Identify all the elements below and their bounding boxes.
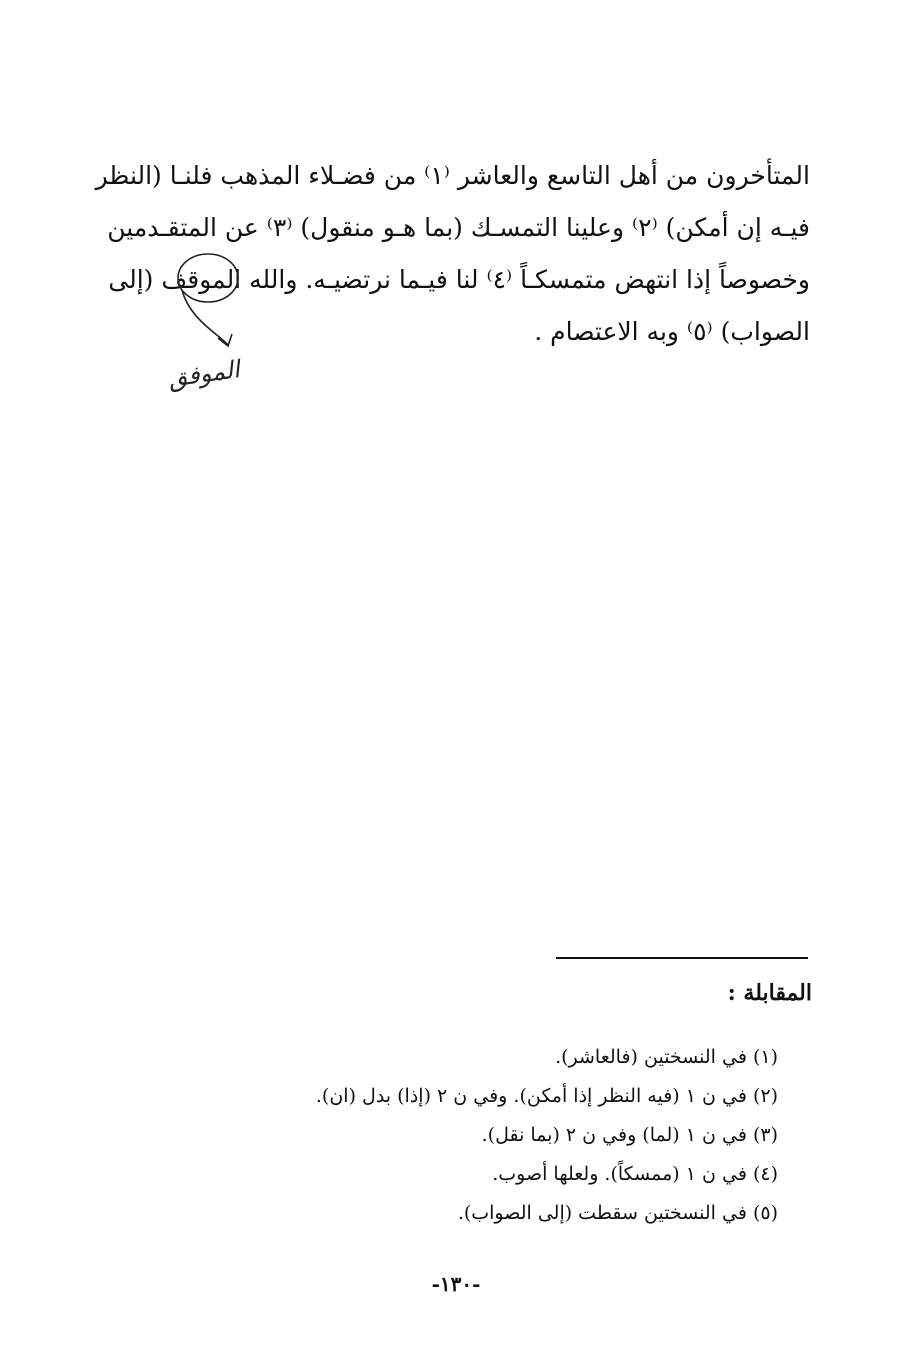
footnote-separator (556, 957, 808, 959)
body-line-3: وخصوصاً إذا انتهض متمسكـاً ⁽٤⁾ لنا فيـما نرتضيـه. والله الموقف (إلى (108, 265, 810, 294)
arrow-head (218, 334, 232, 346)
footnote-1: (١) في النسختين (فالعاشر). (555, 1046, 778, 1068)
body-line-1: المتأخرون من أهل التاسع والعاشر ⁽١⁾ من فضـلاء المذهب فلنـا (النظر (95, 161, 810, 190)
footnotes-list (316, 1038, 778, 1233)
arrow-stroke (182, 290, 228, 345)
footnote-3: (٣) في ن ١ (لما) وفي ن ٢ (بما نقل). (481, 1124, 778, 1146)
footnote-4: (٤) في ن ١ (ممسكاً). ولعلها أصوب. (492, 1163, 778, 1185)
handwritten-circle-arrow (150, 250, 270, 420)
body-line-2: فيـه إن أمكن) ⁽٢⁾ وعلينا التمسـك (بما هـو منقول) ⁽٣⁾ عن المتقـدمين (107, 213, 810, 242)
body-line-4: الصواب) ⁽٥⁾ وبه الاعتصام . (534, 317, 810, 346)
footnote-2: (٢) في ن ١ (فيه النظر إذا أمكن). وفي ن ٢ (إذا) بدل (ان). (315, 1085, 778, 1107)
handwritten-correction: الموفق (166, 355, 242, 393)
footnote-5: (٥) في النسختين سقطت (إلى الصواب). (457, 1202, 778, 1224)
circle-mark (178, 254, 238, 302)
page-number: -١٣٠- (431, 1272, 481, 1296)
notes-title: المقابلة : (727, 980, 812, 1006)
